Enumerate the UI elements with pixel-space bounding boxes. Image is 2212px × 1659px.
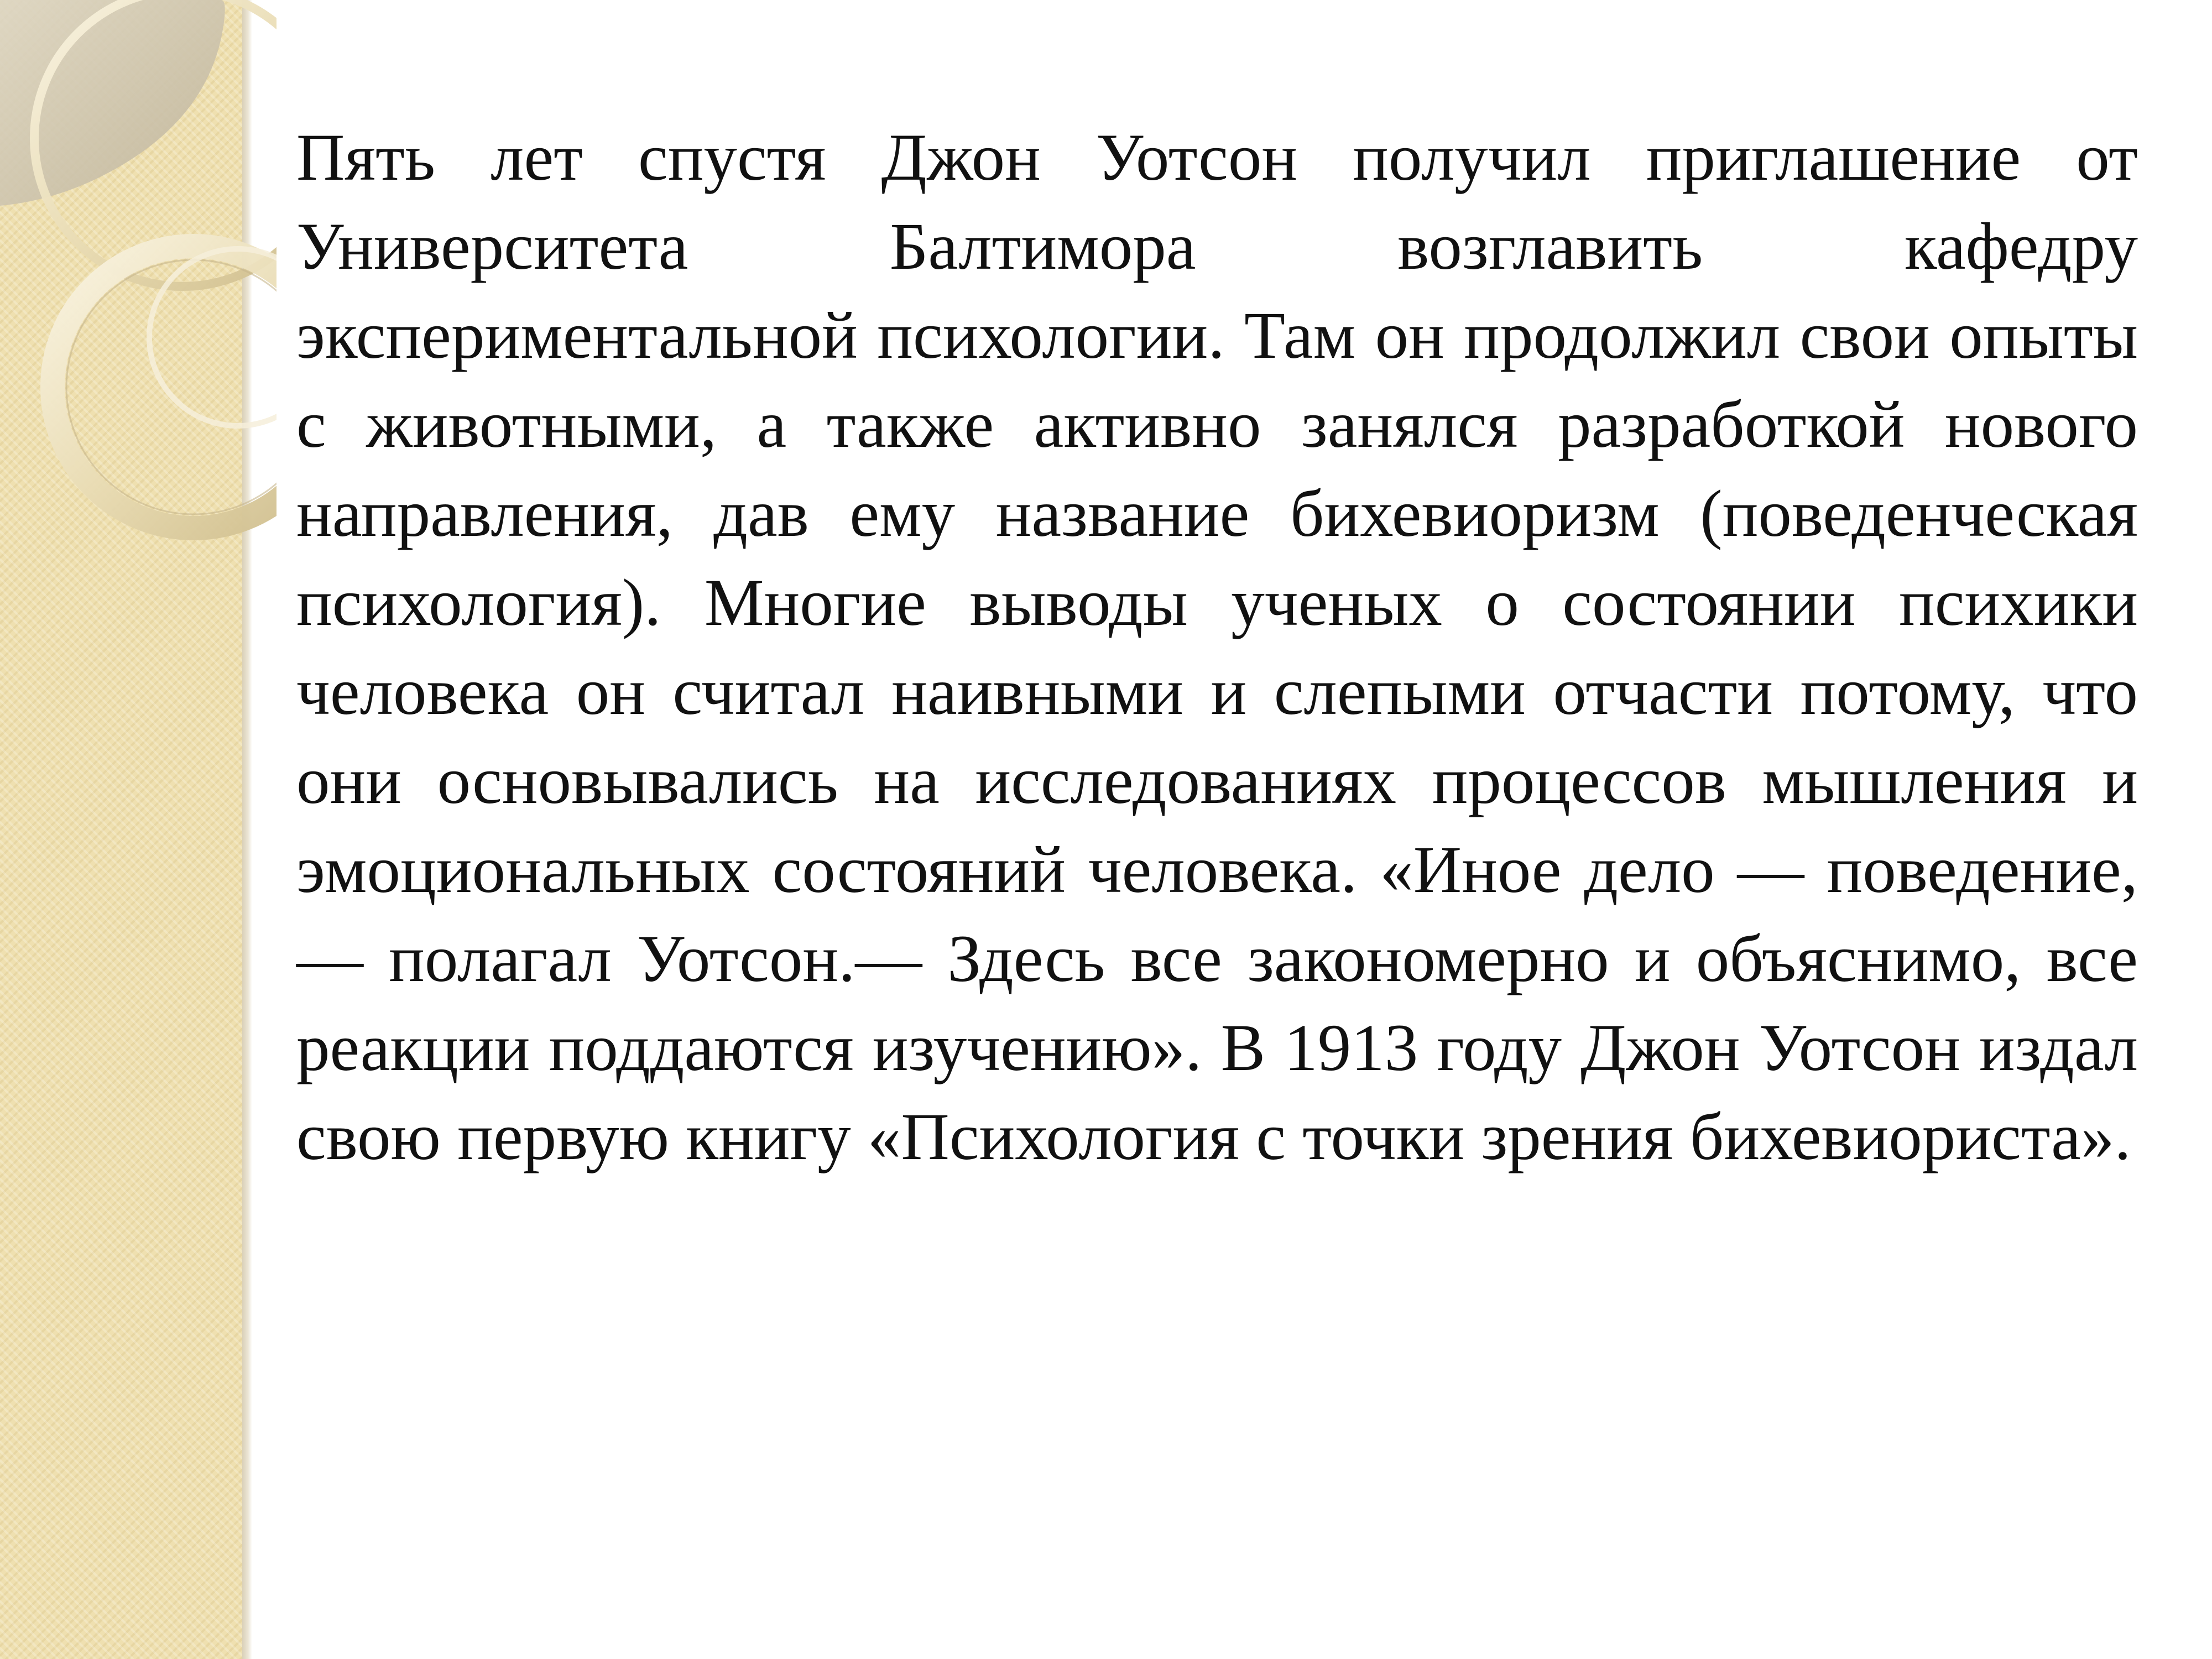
slide-body-text: Пять лет спустя Джон Уотсон получил приглашение от Университета Балтимора возглавить кафедру экспериментальной психологии. Там он продолжил свои опыты с животными, а также активно занялся разработкой нового направления, дав ему название бихевиоризм (поведенческая психология). Многие выводы ученых о состоянии психики человека он считал наивными и слепыми отчасти потому, что они основывались на исследованиях процессов мышления и эмоциональных состояний человека. «Иное дело — поведение,— полагал Уотсон.— Здесь все закономерно и объяснимо, все реакции поддаются изучению». В 1913 году Джон Уотсон издал свою первую книгу «Психология с точки зрения бихевиориста». xyxy=(296,121,2138,1174)
small-ring xyxy=(149,249,276,426)
decorative-rings xyxy=(0,0,276,553)
corner-panel-shape xyxy=(0,0,225,206)
